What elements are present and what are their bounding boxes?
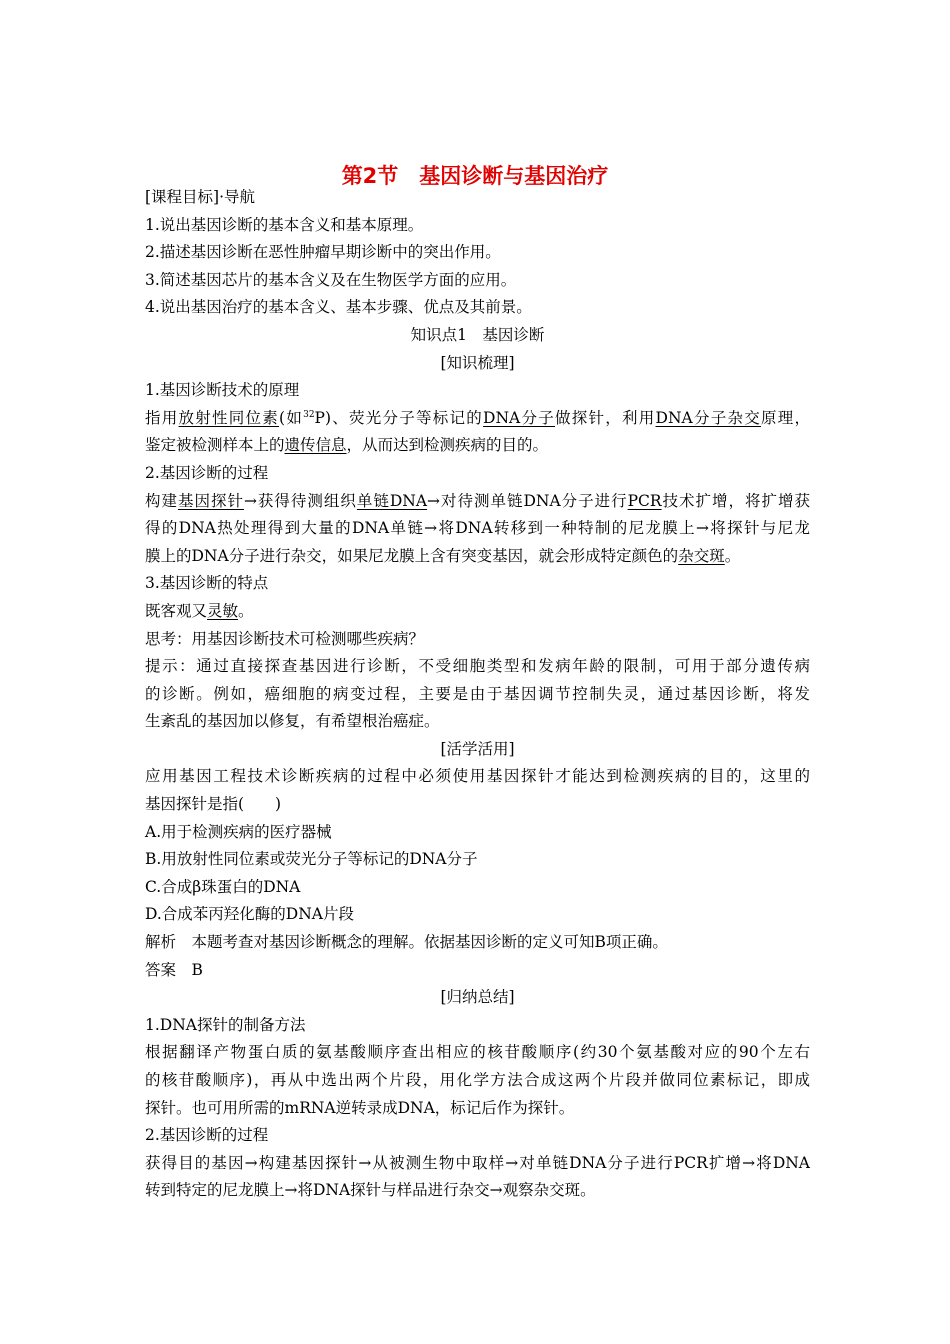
process-line-2: 得的DNA热处理得到大量的DNA单链→将DNA转移到一种特制的尼龙膜上→将探针与尼龙 — [145, 519, 810, 538]
answer: 答案 B — [145, 960, 203, 979]
hint-line: 提示：通过直接探查基因进行诊断，不受细胞类型和发病年龄的限制，可用于部分遗传病 — [145, 657, 810, 676]
goal-item: 3.简述基因芯片的基本含义及在生物医学方面的应用。 — [145, 270, 517, 289]
principle-line-1: 指用放射性同位素(如$^{32}$P)、荧光分子等标记的DNA分子做探针，利用DNA分子杂交原理， — [145, 408, 810, 427]
process-line-1: 构建基因探针→获得待测组织单链DNA→对待测单链DNA分子进行PCR技术扩增，将扩增获 — [145, 491, 810, 510]
hint-line: 生紊乱的基因加以修复，有希望根治癌症。 — [145, 712, 440, 731]
section-title: 3.基因诊断的特点 — [145, 574, 269, 593]
blank-answer: 杂交斑 — [678, 546, 725, 565]
page-title: 第2节 基因诊断与基因治疗 — [341, 164, 609, 188]
goal-item: 1.说出基因诊断的基本含义和基本原理。 — [145, 215, 424, 234]
summary-tag: [归纳总结] — [440, 988, 515, 1007]
blank-answer: DNA分子 — [483, 408, 555, 427]
blank-answer: 基因探针 — [177, 491, 244, 510]
section-title: 1.基因诊断技术的原理 — [145, 381, 300, 400]
option-a: A.用于检测疾病的医疗器械 — [145, 822, 332, 841]
option-b: B.用放射性同位素或荧光分子等标记的DNA分子 — [145, 850, 478, 869]
option-d: D.合成苯丙羟化酶的DNA片段 — [145, 905, 354, 924]
section-title: 2.基因诊断的过程 — [145, 1126, 269, 1145]
blank-answer: DNA分子杂交 — [655, 408, 761, 427]
apply-tag: [活学活用] — [440, 739, 515, 758]
goal-item: 4.说出基因治疗的基本含义、基本步骤、优点及其前景。 — [145, 298, 532, 317]
blank-answer: 灵敏 — [207, 601, 239, 620]
summary-line: 转到特定的尼龙膜上→将DNA探针与样品进行杂交→观察杂交斑。 — [145, 1181, 596, 1200]
section-title: 1.DNA探针的制备方法 — [145, 1015, 306, 1034]
section-title: 2.基因诊断的过程 — [145, 463, 269, 482]
review-tag: [知识梳理] — [440, 353, 515, 372]
knowledge-point-heading: 知识点1 基因诊断 — [410, 325, 545, 344]
goal-item: 2.描述基因诊断在恶性肿瘤早期诊断中的突出作用。 — [145, 243, 501, 262]
blank-answer: 遗传信息 — [284, 436, 347, 455]
goals-header: [课程目标]·导航 — [145, 188, 256, 206]
feature-line: 既客观又灵敏。 — [145, 601, 254, 620]
analysis: 解析 本题考查对基因诊断概念的理解。依据基因诊断的定义可知B项正确。 — [145, 933, 668, 952]
summary-line: 获得目的基因→构建基因探针→从被测生物中取样→对单链DNA分子进行PCR扩增→将DNA — [145, 1153, 810, 1172]
summary-line: 的核苷酸顺序)，再从中选出两个片段，用化学方法合成这两个片段并做同位素标记，即成 — [145, 1071, 810, 1089]
summary-line: 根据翻译产物蛋白质的氨基酸顺序查出相应的核苷酸顺序(约30个氨基酸对应的90个左右 — [145, 1043, 810, 1062]
blank-answer: 单链DNA — [356, 491, 428, 510]
hint-line: 的诊断。例如，癌细胞的病变过程，主要是由于基因调节控制失灵，通过基因诊断，将发 — [145, 684, 810, 703]
blank-answer: 放射性同位素 — [178, 408, 280, 427]
option-c: C.合成β珠蛋白的DNA — [145, 877, 301, 896]
summary-line: 探针。也可用所需的mRNA逆转录成DNA，标记后作为探针。 — [145, 1098, 575, 1117]
content-body — [145, 184, 810, 1205]
question-line: 应用基因工程技术诊断疾病的过程中必须使用基因探针才能达到检测疾病的目的，这里的 — [145, 767, 810, 786]
principle-line-2: 鉴定被检测样本上的遗传信息，从而达到检测疾病的目的。 — [145, 436, 549, 455]
blank-answer: PCR — [627, 491, 662, 510]
think-question: 思考：用基因诊断技术可检测哪些疾病？ — [145, 629, 425, 648]
process-line-3: 膜上的DNA分子进行杂交，如果尼龙膜上含有突变基因，就会形成特定颜色的杂交斑。 — [145, 546, 741, 565]
question-line: 基因探针是指( ) — [145, 795, 282, 814]
